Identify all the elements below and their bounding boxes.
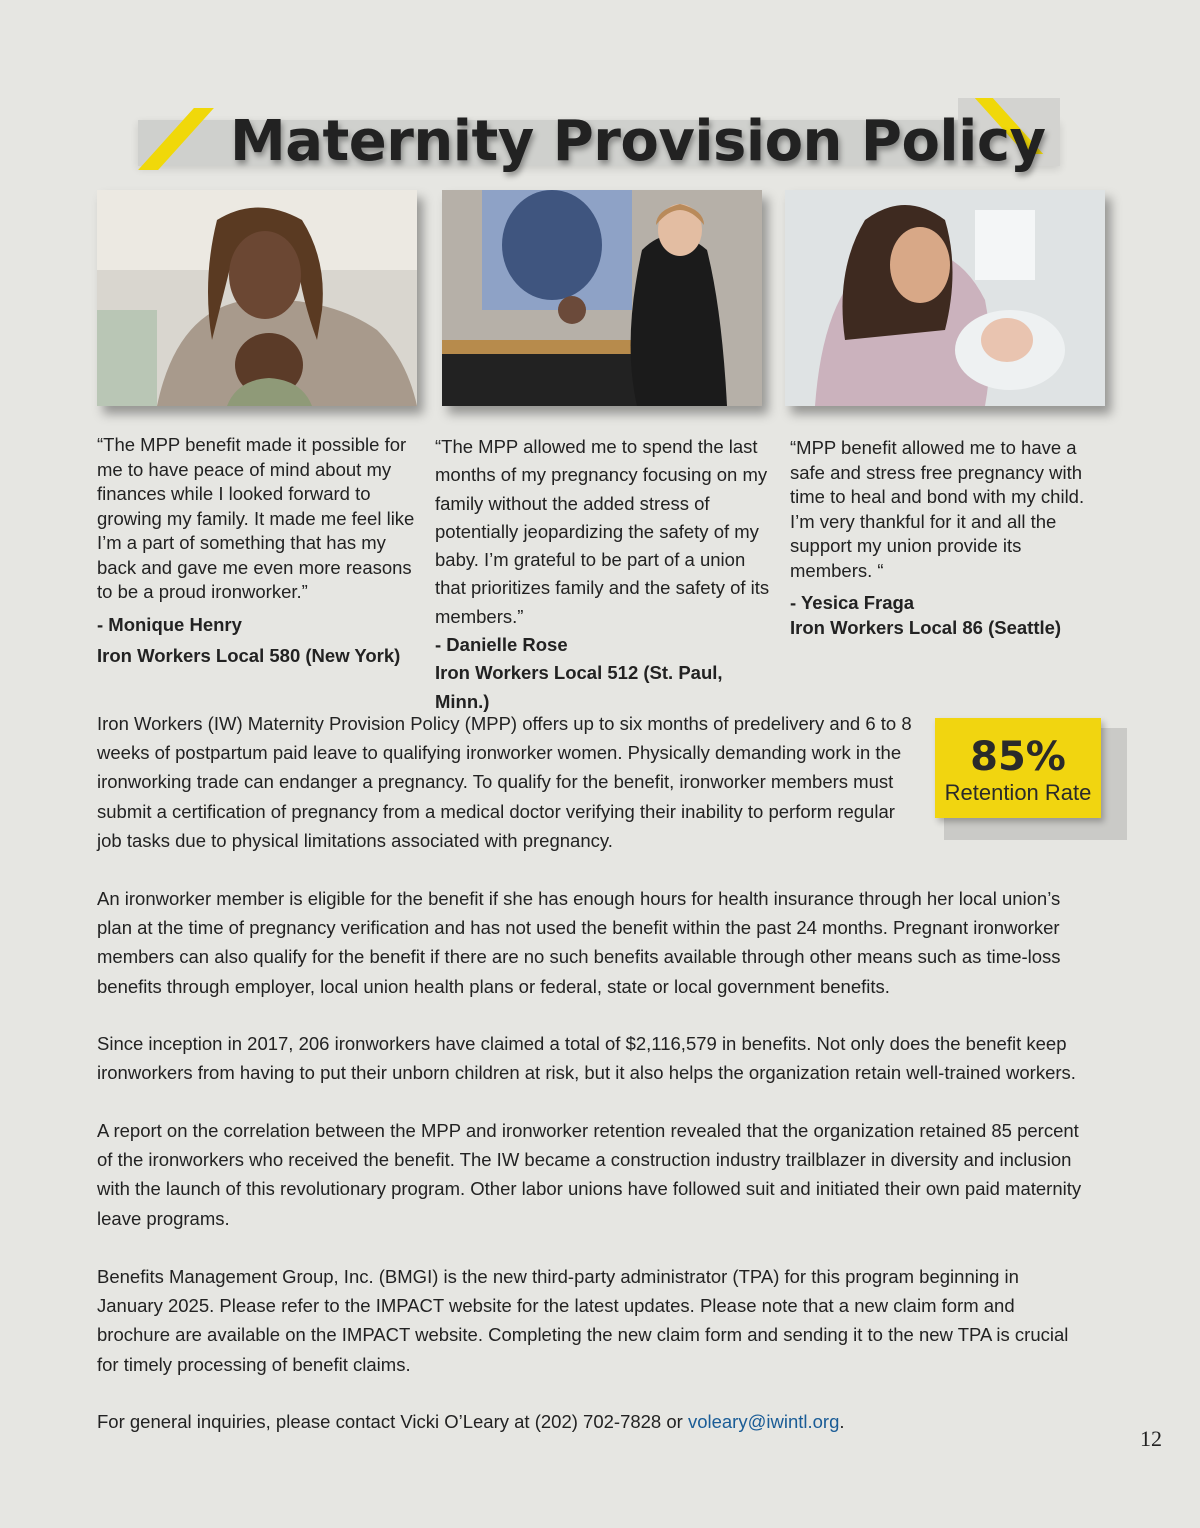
paragraph-retention-report: A report on the correlation between the MPP and ironworker retention revealed that the organization retained 85 percent of the ironworkers who received the benefit. The IW became a construction industry trailblazer in diversity and inclusion with the launch of this revolutionary program. Other labor unions have followed suit and initiated their own paid maternity leave programs.: [97, 1120, 1082, 1229]
stat-value: 85%: [970, 734, 1066, 780]
paragraph-administrator: Benefits Management Group, Inc. (BMGI) is the new third-party administrator (TPA) for this program beginning in January 2025. Please refer to the IMPACT website for the latest updates. Please note that a new claim form and brochure are available on the IMPACT website. Completing the new claim form and sending it to the new TPA is crucial for timely processing of benefit claims.: [97, 1266, 1069, 1375]
testimonial-quote: “MPP benefit allowed me to have a safe and stress free pregnancy with time to heal and bond with my child. I’m very thankful for it and all the support my union provide its members. “: [790, 437, 1085, 581]
testimonial-name: - Danielle Rose: [435, 634, 568, 656]
testimonial-danielle-rose: [435, 433, 780, 716]
title-banner: [138, 98, 1060, 176]
testimonial-yesica-fraga: [790, 436, 1095, 640]
photo-mother-with-baby: [97, 190, 417, 406]
photo-mother-with-newborn-hospital: [785, 190, 1105, 406]
page-title: Maternity Provision Policy: [230, 109, 1046, 174]
testimonial-quote: “The MPP benefit made it possible for me to have peace of mind about my finances while I looked forward to growing my family. It made me feel like I’m a part of something that has my back and gave me even more reasons to be a proud ironworker.”: [97, 434, 415, 602]
paragraph-eligibility: An ironworker member is eligible for the benefit if she has enough hours for health insurance through her local union’s plan at the time of pregnancy verification and has not used the benefit within the past 24 months. Pregnant ironworker members can also qualify for the benefit if there are no such benefits available through other means such as time-loss benefits through employer, local union health plans or federal, state or local government benefits.: [97, 888, 1061, 997]
paragraph-overview: Iron Workers (IW) Maternity Provision Policy (MPP) offers up to six months of predelivery and 6 to 8 weeks of postpartum paid leave to qualifying ironworker women. Physically demanding work in the ironworking trade can endanger a pregnancy. To qualify for the benefit, ironworker members must submit a certification of pregnancy from a medical doctor verifying their inability to perform regular job tasks due to physical limitations associated with pregnancy.: [97, 713, 912, 851]
testimonial-name: - Yesica Fraga: [790, 592, 915, 613]
testimonial-monique-henry: [97, 433, 415, 669]
contact-text: For general inquiries, please contact Vicki O’Leary at (202) 702-7828 or: [97, 1411, 688, 1432]
stat-label: Retention Rate: [944, 780, 1092, 805]
photo-pregnant-woman-at-party: [442, 190, 762, 406]
paragraph-claims-total: Since inception in 2017, 206 ironworkers have claimed a total of $2,116,579 in benefits. Not only does the benefit keep ironworkers from having to put their unborn children at risk, but it also helps the organization retain well-trained workers.: [97, 1033, 1076, 1084]
testimonial-local: Iron Workers Local 580 (New York): [97, 645, 401, 666]
page-number: 12: [1140, 1426, 1162, 1451]
paragraph-contact: [97, 1407, 1087, 1436]
contact-email-link[interactable]: voleary@iwintl.org: [687, 1411, 840, 1432]
contact-suffix: .: [839, 1411, 845, 1432]
stat-callout: [935, 718, 1101, 818]
testimonial-name: - Monique Henry: [97, 613, 242, 635]
testimonial-quote: “The MPP allowed me to spend the last months of my pregnancy focusing on my family without the added stress of potentially jeopardizing the safety of my baby. I’m grateful to be part of a union that prioritizes family and the safety of its members.”: [435, 436, 770, 627]
testimonial-local: Iron Workers Local 512 (St. Paul, Minn.): [435, 662, 723, 712]
testimonial-local: Iron Workers Local 86 (Seattle): [790, 616, 1062, 638]
